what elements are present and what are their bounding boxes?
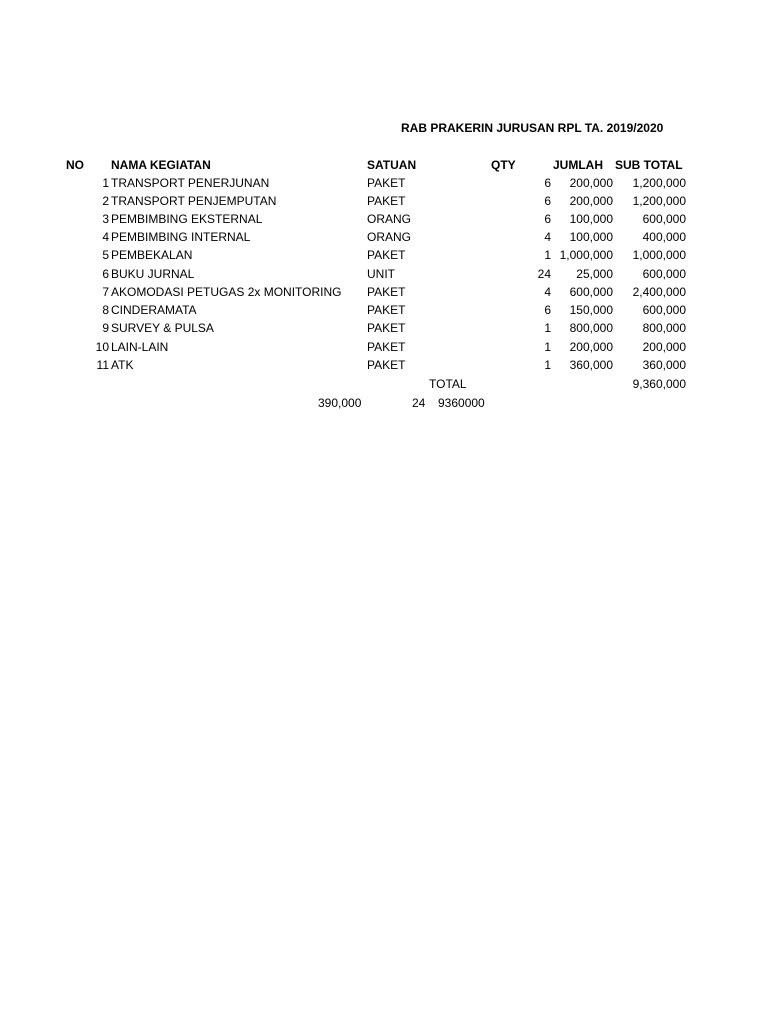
row-jumlah: 200,000 [569, 340, 613, 354]
row-nama-kegiatan: AKOMODASI PETUGAS 2x MONITORING [111, 285, 342, 299]
row-jumlah: 25,000 [576, 267, 613, 281]
row-nama-kegiatan: BUKU JURNAL [111, 267, 195, 281]
row-qty: 6 [544, 212, 551, 226]
table-row [0, 303, 768, 321]
row-no: 4 [102, 230, 109, 244]
row-sub-total: 400,000 [642, 230, 686, 244]
row-sub-total: 600,000 [642, 303, 686, 317]
row-qty: 6 [544, 303, 551, 317]
row-satuan: PAKET [367, 248, 406, 262]
row-no: 1 [102, 176, 109, 190]
table-row [0, 248, 768, 266]
row-jumlah: 1,000,000 [559, 248, 613, 262]
table-row [0, 358, 768, 376]
row-qty: 4 [544, 230, 551, 244]
table-row [0, 230, 768, 248]
row-satuan: UNIT [367, 267, 395, 281]
header-qty: QTY [491, 158, 516, 172]
row-sub-total: 360,000 [642, 358, 686, 372]
total-label: TOTAL [429, 377, 467, 391]
table-row [0, 340, 768, 358]
row-qty: 6 [544, 194, 551, 208]
row-satuan: PAKET [367, 358, 406, 372]
row-satuan: ORANG [367, 212, 412, 226]
row-sub-total: 1,000,000 [632, 248, 686, 262]
row-satuan: PAKET [367, 321, 406, 335]
extra-value-3: 9360000 [438, 396, 485, 410]
row-no: 3 [102, 212, 109, 226]
row-qty: 1 [544, 358, 551, 372]
row-nama-kegiatan: ATK [111, 358, 134, 372]
row-sub-total: 800,000 [642, 321, 686, 335]
header-jumlah: JUMLAH [553, 158, 603, 172]
row-satuan: ORANG [367, 230, 412, 244]
row-nama-kegiatan: CINDERAMATA [111, 303, 197, 317]
table-row [0, 321, 768, 339]
header-no: NO [66, 158, 84, 172]
row-jumlah: 200,000 [569, 194, 613, 208]
header-sub-total: SUB TOTAL [615, 158, 683, 172]
row-sub-total: 2,400,000 [632, 285, 686, 299]
row-satuan: PAKET [367, 303, 406, 317]
row-satuan: PAKET [367, 194, 406, 208]
row-no: 6 [102, 267, 109, 281]
row-qty: 1 [544, 340, 551, 354]
total-value: 9,360,000 [632, 377, 686, 391]
row-satuan: PAKET [367, 340, 406, 354]
row-jumlah: 100,000 [569, 230, 613, 244]
row-no: 11 [96, 358, 109, 372]
table-row [0, 267, 768, 285]
extra-value-2: 24 [412, 396, 426, 410]
row-satuan: PAKET [367, 176, 406, 190]
row-qty: 4 [544, 285, 551, 299]
row-nama-kegiatan: LAIN-LAIN [111, 340, 169, 354]
row-qty: 24 [537, 267, 551, 281]
row-nama-kegiatan: PEMBIMBING INTERNAL [111, 230, 251, 244]
row-jumlah: 360,000 [569, 358, 613, 372]
row-qty: 1 [544, 248, 551, 262]
row-no: 9 [102, 321, 109, 335]
row-nama-kegiatan: TRANSPORT PENJEMPUTAN [111, 194, 277, 208]
row-sub-total: 600,000 [642, 267, 686, 281]
row-sub-total: 200,000 [642, 340, 686, 354]
row-jumlah: 100,000 [569, 212, 613, 226]
row-satuan: PAKET [367, 285, 406, 299]
row-jumlah: 600,000 [569, 285, 613, 299]
header-nama-kegiatan: NAMA KEGIATAN [111, 158, 211, 172]
row-sub-total: 600,000 [642, 212, 686, 226]
header-satuan: SATUAN [367, 158, 417, 172]
row-jumlah: 150,000 [569, 303, 613, 317]
row-no: 8 [102, 303, 109, 317]
row-qty: 1 [544, 321, 551, 335]
row-nama-kegiatan: SURVEY & PULSA [111, 321, 214, 335]
document-title: RAB PRAKERIN JURUSAN RPL TA. 2019/2020 [401, 121, 664, 135]
table-row [0, 194, 768, 212]
row-sub-total: 1,200,000 [632, 194, 686, 208]
row-no: 2 [102, 194, 109, 208]
row-no: 5 [102, 248, 109, 262]
row-nama-kegiatan: TRANSPORT PENERJUNAN [111, 176, 270, 190]
row-no: 7 [102, 285, 109, 299]
table-row [0, 285, 768, 303]
row-nama-kegiatan: PEMBIMBING EKSTERNAL [111, 212, 263, 226]
extra-value-1: 390,000 [318, 396, 362, 410]
row-jumlah: 200,000 [569, 176, 613, 190]
row-no: 10 [95, 340, 109, 354]
row-nama-kegiatan: PEMBEKALAN [111, 248, 193, 262]
row-jumlah: 800,000 [569, 321, 613, 335]
table-row [0, 212, 768, 230]
row-qty: 6 [544, 176, 551, 190]
row-sub-total: 1,200,000 [632, 176, 686, 190]
table-row [0, 176, 768, 194]
